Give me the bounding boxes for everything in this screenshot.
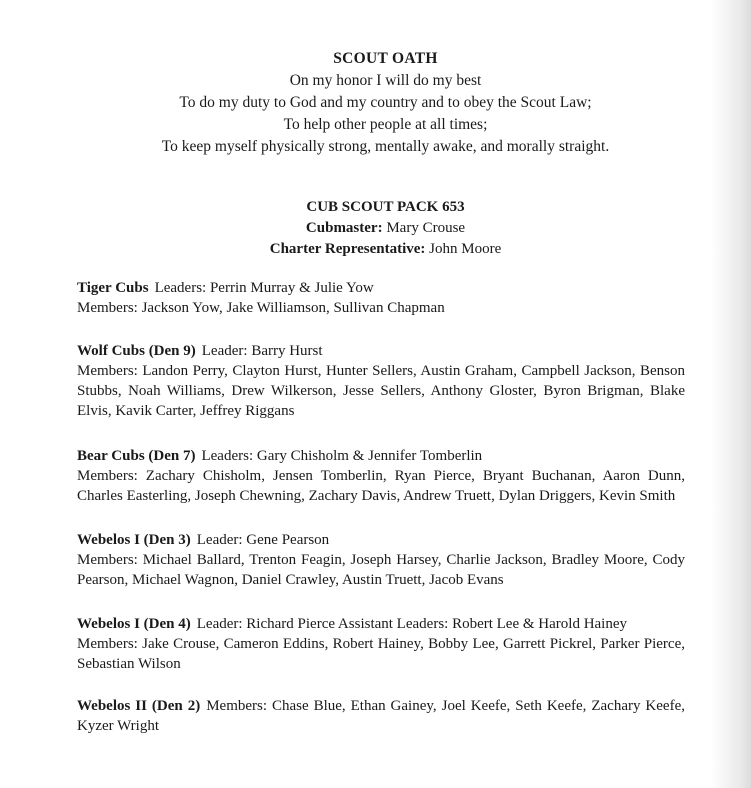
scout-oath-section	[0, 48, 751, 158]
den-name: Webelos II (Den 2)	[77, 698, 201, 714]
oath-line: To help other people at all times;	[283, 116, 488, 133]
den-leaders: Leaders: Perrin Murray & Julie Yow	[154, 280, 374, 296]
den-leaders: Leader: Barry Hurst	[201, 343, 323, 359]
den-bear-cubs	[77, 446, 685, 506]
den-leaders: Leaders: Gary Chisholm & Jennifer Tomberlin	[201, 448, 483, 464]
oath-title: SCOUT OATH	[333, 50, 438, 67]
den-members: Members: Jake Crouse, Cameron Eddins, Robert Hainey, Bobby Lee, Garrett Pickrel, Parker Pierce, Sebastian Wilson	[77, 636, 685, 672]
den-members: Members: Landon Perry, Clayton Hurst, Hunter Sellers, Austin Graham, Campbell Jackson, Benson Stubbs, Noah Williams, Drew Wilkerson, Jesse Sellers, Anthony Gloster, Byron Brigman, Blake Elvis, Kavik Carter, Jeffrey Riggans	[77, 363, 685, 419]
pack-header	[0, 197, 751, 260]
oath-line: On my honor I will do my best	[289, 72, 482, 89]
den-webelos-ii-den-2	[77, 696, 685, 736]
charter-name: John Moore	[429, 241, 502, 257]
den-name: Wolf Cubs (Den 9)	[77, 343, 196, 359]
den-members: Members: Michael Ballard, Trenton Feagin, Joseph Harsey, Charlie Jackson, Bradley Moore, Cody Pearson, Michael Wagnon, Daniel Crawley, Austin Truett, Jacob Evans	[77, 552, 685, 588]
den-name: Webelos I (Den 3)	[77, 532, 191, 548]
oath-line: To keep myself physically strong, mentally awake, and morally straight.	[161, 138, 610, 155]
cubmaster-label: Cubmaster:	[305, 220, 383, 236]
cubmaster-line	[0, 218, 751, 239]
den-members: Members: Chase Blue, Ethan Gainey, Joel Keefe, Seth Keefe, Zachary Keefe, Kyzer Wright	[77, 698, 685, 734]
pack-title: CUB SCOUT PACK 653	[306, 199, 465, 215]
den-name: Webelos I (Den 4)	[77, 616, 191, 632]
den-tiger-cubs	[77, 278, 685, 318]
den-name: Tiger Cubs	[77, 280, 149, 296]
den-leaders: Leader: Gene Pearson	[196, 532, 330, 548]
oath-line: To do my duty to God and my country and to obey the Scout Law;	[179, 94, 592, 111]
charter-line	[0, 239, 751, 260]
den-webelos-den-3	[77, 530, 685, 590]
den-webelos-den-4	[77, 614, 685, 674]
den-members: Members: Zachary Chisholm, Jensen Tomberlin, Ryan Pierce, Bryant Buchanan, Aaron Dunn, Charles Easterling, Joseph Chewning, Zachary Davis, Andrew Truett, Dylan Driggers, Kevin Smith	[77, 468, 685, 504]
den-members: Members: Jackson Yow, Jake Williamson, Sullivan Chapman	[77, 300, 445, 316]
den-wolf-cubs	[77, 341, 685, 421]
charter-label: Charter Representative:	[269, 241, 426, 257]
den-name: Bear Cubs (Den 7)	[77, 448, 196, 464]
den-leaders: Leader: Richard Pierce Assistant Leaders: Robert Lee & Harold Hainey	[196, 616, 628, 632]
cubmaster-name: Mary Crouse	[386, 220, 466, 236]
